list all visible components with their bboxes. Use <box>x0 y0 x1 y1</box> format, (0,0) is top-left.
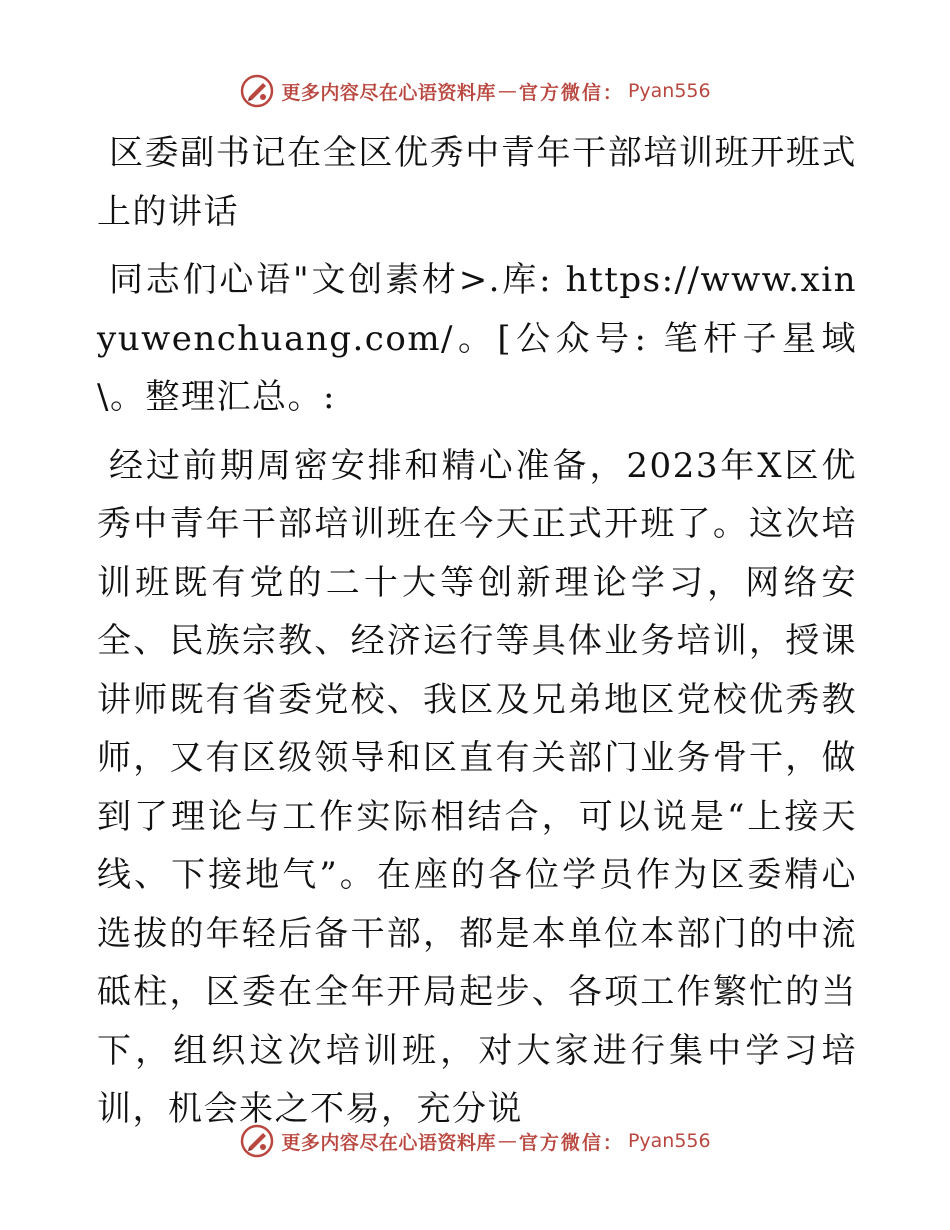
footer-watermark-banner <box>0 1121 950 1161</box>
banner-text: 更多内容尽在心语资料库 <box>281 81 496 104</box>
document-content <box>97 124 857 1139</box>
document-greeting: 同志们心语"文创素材>.库: https://www.xinyuwenchuang.com/。[公众号: 笔杆子星域\。整理汇总。: <box>97 260 857 417</box>
banner-wechat-id: Pyan556 <box>627 1130 711 1152</box>
brand-logo-icon <box>239 1123 275 1159</box>
document-title: 区委副书记在全区优秀中青年干部培训班开班式上的讲话 <box>97 133 857 232</box>
banner-separator: — <box>497 1130 517 1152</box>
banner-wechat-id: Pyan556 <box>627 80 711 102</box>
brand-logo-icon <box>239 73 275 109</box>
header-watermark-banner <box>0 71 950 111</box>
banner-official-label: 官方微信： <box>518 1131 624 1154</box>
banner-official-label: 官方微信： <box>518 81 624 104</box>
document-body-paragraph: 经过前期周密安排和精心准备，2023年X区优秀中青年干部培训班在今天正式开班了。这次培训班既有党的二十大等创新理论学习，网络安全、民族宗教、经济运行等具体业务培训，授课讲师既有省委党校、我区及兄弟地区党校优秀教师，又有区级领导和区直有关部门业务骨干，做到了理论与工作实际相结合，可以说是“上接天线、下接地气”。在座的各位学员作为区委精心选拔的年轻后备干部，都是本单位本部门的中流砥柱，区委在全年开局起步、各项工作繁忙的当下，组织这次培训班，对大家进行集中学习培训，机会来之不易，充分说 <box>97 445 857 1129</box>
banner-text: 更多内容尽在心语资料库 <box>281 1131 496 1154</box>
banner-separator: — <box>497 80 517 102</box>
